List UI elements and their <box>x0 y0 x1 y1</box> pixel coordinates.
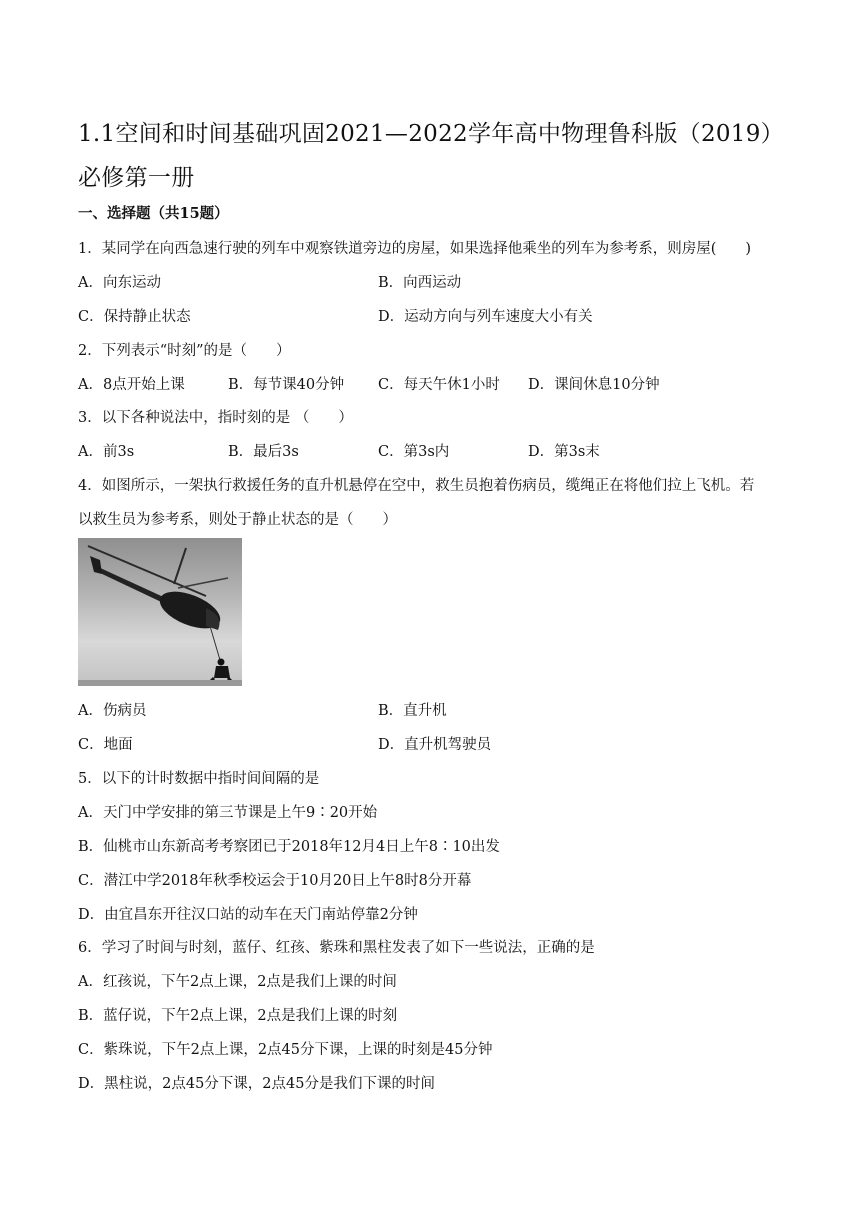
question-1-option-c: C．保持静止状态 <box>78 309 191 325</box>
question-5-stem: 5．以下的计时数据中指时间间隔的是 <box>78 771 320 787</box>
question-4-option-c: C．地面 <box>78 737 133 753</box>
question-5-option-d: D．由宜昌东开往汉口站的动车在天门南站停靠2分钟 <box>78 907 418 923</box>
question-5-option-b: B．仙桃市山东新高考考察团已于2018年12月4日上午8∶10出发 <box>78 839 500 855</box>
question-1-option-b: B．向西运动 <box>378 275 462 291</box>
question-1-stem: 1．某同学在向西急速行驶的列车中观察铁道旁边的房屋，如果选择他乘坐的列车为参考系，则房屋( ) <box>78 241 752 257</box>
question-6-option-b: B．蓝仔说，下午2点上课，2点是我们上课的时刻 <box>78 1008 398 1024</box>
question-2-option-c: C．每天午休1小时 <box>378 377 500 393</box>
question-5-option-a: A．天门中学安排的第三节课是上午9∶20开始 <box>78 805 378 821</box>
question-4-stem-line1: 4．如图所示，一架执行救援任务的直升机悬停在空中，救生员抱着伤病员，缆绳正在将他们拉上飞机。若 <box>78 478 755 494</box>
question-2-option-a: A．8点开始上课 <box>78 377 185 393</box>
page-title: 1.1空间和时间基础巩固2021—2022学年高中物理鲁科版（2019）必修第一册 <box>78 121 784 191</box>
question-3-option-b: B．最后3s <box>228 444 299 460</box>
section-heading: 一、选择题（共15题） <box>78 205 229 222</box>
question-2-option-d: D．课间休息10分钟 <box>528 377 660 393</box>
question-5-option-c: C．潜江中学2018年秋季校运会于10月20日上午8时8分开幕 <box>78 873 472 889</box>
question-6-option-a: A．红孩说，下午2点上课，2点是我们上课的时间 <box>78 974 397 990</box>
question-3-option-a: A．前3s <box>78 444 135 460</box>
question-1-option-d: D．运动方向与列车速度大小有关 <box>378 309 593 325</box>
helicopter-rescue-photo <box>78 538 242 686</box>
question-3-stem: 3．以下各种说法中，指时刻的是 （ ） <box>78 410 353 426</box>
question-6-option-c: C．紫珠说，下午2点上课，2点45分下课，上课的时刻是45分钟 <box>78 1042 493 1058</box>
question-3-option-c: C．第3s内 <box>378 444 450 460</box>
helicopter-illustration <box>78 538 242 686</box>
question-4-option-a: A．伤病员 <box>78 703 147 719</box>
question-2-stem: 2．下列表示“时刻”的是（ ） <box>78 343 291 359</box>
question-3-option-d: D．第3s末 <box>528 444 600 460</box>
question-4-option-b: B．直升机 <box>378 703 447 719</box>
question-6-stem: 6．学习了时间与时刻，蓝仔、红孩、紫珠和黑柱发表了如下一些说法，正确的是 <box>78 940 595 956</box>
question-2-option-b: B．每节课40分钟 <box>228 377 345 393</box>
question-1-option-a: A．向东运动 <box>78 275 161 291</box>
question-4-stem-line2: 以救生员为参考系，则处于静止状态的是（ ） <box>78 512 397 528</box>
question-4-option-d: D．直升机驾驶员 <box>378 737 492 753</box>
question-6-option-d: D．黑柱说，2点45分下课，2点45分是我们下课的时间 <box>78 1076 435 1092</box>
